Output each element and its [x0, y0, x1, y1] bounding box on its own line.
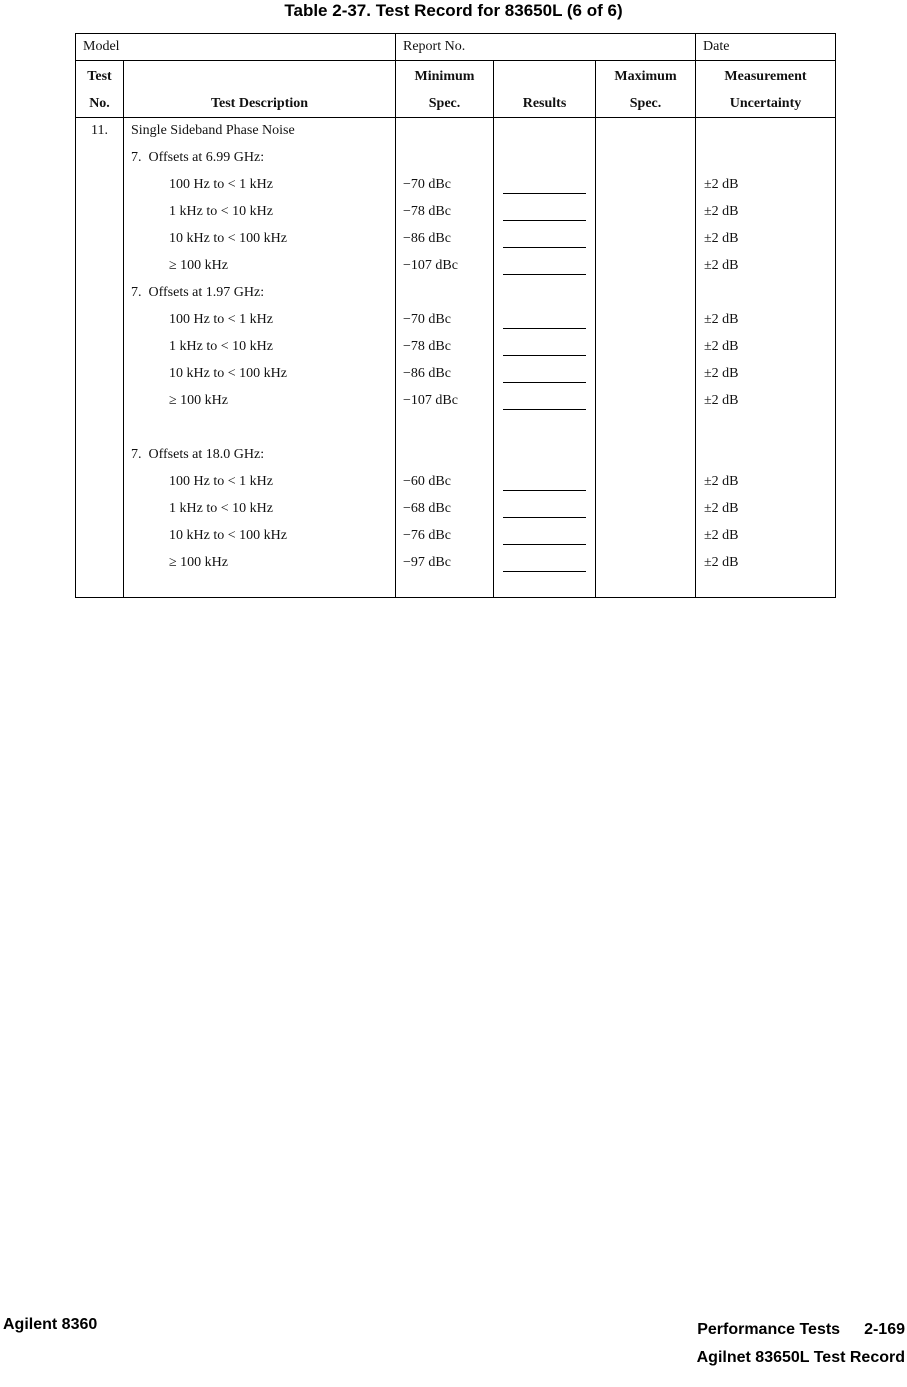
section-heading: 7. Offsets at 1.97 GHz: [124, 280, 396, 307]
section-heading-row [76, 442, 836, 469]
minimum-spec-value: −68 dBc [396, 496, 494, 523]
table-row [76, 226, 836, 253]
result-blank-line [503, 312, 586, 329]
minimum-spec-value: −60 dBc [396, 469, 494, 496]
minimum-spec-value: −78 dBc [396, 199, 494, 226]
table-row [76, 307, 836, 334]
offset-range: ≥ 100 kHz [124, 550, 396, 577]
uncertainty-value: ±2 dB [704, 204, 739, 219]
report-no-label: Report No. [396, 34, 696, 61]
offset-range: ≥ 100 kHz [124, 388, 396, 415]
model-label: Model [76, 34, 396, 61]
table-row [76, 469, 836, 496]
offset-range: 1 kHz to < 10 kHz [124, 334, 396, 361]
minimum-spec-value: −86 dBc [396, 361, 494, 388]
offset-range: 10 kHz to < 100 kHz [124, 523, 396, 550]
table-row [76, 550, 836, 577]
uncertainty-value: ±2 dB [704, 258, 739, 273]
test-title-row [76, 118, 836, 145]
result-blank-line [503, 366, 586, 383]
table-row [76, 523, 836, 550]
result-blank-line [503, 231, 586, 248]
offset-range: 100 Hz to < 1 kHz [124, 172, 396, 199]
minimum-spec-value: −70 dBc [396, 307, 494, 334]
minimum-spec-value: −107 dBc [396, 388, 494, 415]
column-header-row [76, 61, 836, 118]
footer-right-block [697, 1316, 905, 1372]
uncertainty-value: ±2 dB [704, 231, 739, 246]
minimum-spec-value: −70 dBc [396, 172, 494, 199]
col-header-minimum-spec: Minimum Spec. [396, 61, 494, 118]
test-number: 11. [76, 118, 124, 145]
spacer-row [76, 415, 836, 442]
spacer-row [76, 577, 836, 598]
result-blank-line [503, 393, 586, 410]
table-row [76, 172, 836, 199]
table-row [76, 253, 836, 280]
offset-range: 100 Hz to < 1 kHz [124, 307, 396, 334]
offset-range: 10 kHz to < 100 kHz [124, 226, 396, 253]
table-row [76, 361, 836, 388]
table-row [76, 199, 836, 226]
offset-range: 1 kHz to < 10 kHz [124, 496, 396, 523]
table-row [76, 388, 836, 415]
uncertainty-value: ±2 dB [704, 555, 739, 570]
test-record-table [75, 33, 836, 598]
result-blank-line [503, 177, 586, 194]
footer-chapter-line [697, 1316, 905, 1344]
footer-page-number: 2-169 [864, 1321, 905, 1338]
col-header-maximum-spec: Maximum Spec. [596, 61, 696, 118]
col-header-test-no: Test No. [76, 61, 124, 118]
footer-chapter-title: Performance Tests [697, 1321, 841, 1338]
footer-record-title: Agilnet 83650L Test Record [696, 1349, 905, 1366]
col-header-description: Test Description [124, 61, 396, 118]
result-blank-line [503, 501, 586, 518]
offset-range: 10 kHz to < 100 kHz [124, 361, 396, 388]
info-row [76, 34, 836, 61]
col-header-results: Results [494, 61, 596, 118]
minimum-spec-value: −86 dBc [396, 226, 494, 253]
uncertainty-value: ±2 dB [704, 177, 739, 192]
col-header-uncertainty: Measurement Uncertainty [696, 61, 836, 118]
result-blank-line [503, 258, 586, 275]
test-description-title: Single Sideband Phase Noise [124, 118, 396, 145]
section-heading: 7. Offsets at 6.99 GHz: [124, 145, 396, 172]
footer-model-label: Agilent 8360 [3, 1316, 98, 1333]
uncertainty-value: ±2 dB [704, 501, 739, 516]
uncertainty-value: ±2 dB [704, 393, 739, 408]
table-row [76, 496, 836, 523]
minimum-spec-value: −78 dBc [396, 334, 494, 361]
date-label: Date [696, 34, 836, 61]
uncertainty-value: ±2 dB [704, 312, 739, 327]
uncertainty-value: ±2 dB [704, 366, 739, 381]
minimum-spec-value: −76 dBc [396, 523, 494, 550]
minimum-spec-value: −107 dBc [396, 253, 494, 280]
uncertainty-value: ±2 dB [704, 528, 739, 543]
result-blank-line [503, 204, 586, 221]
section-heading-row [76, 280, 836, 307]
result-blank-line [503, 474, 586, 491]
table-row [76, 334, 836, 361]
offset-range: 1 kHz to < 10 kHz [124, 199, 396, 226]
page-title: Table 2-37. Test Record for 83650L (6 of 6) [284, 1, 623, 20]
result-blank-line [503, 528, 586, 545]
result-blank-line [503, 339, 586, 356]
result-blank-line [503, 555, 586, 572]
uncertainty-value: ±2 dB [704, 339, 739, 354]
uncertainty-value: ±2 dB [704, 474, 739, 489]
section-heading: 7. Offsets at 18.0 GHz: [124, 442, 396, 469]
offset-range: 100 Hz to < 1 kHz [124, 469, 396, 496]
section-heading-row [76, 145, 836, 172]
minimum-spec-value: −97 dBc [396, 550, 494, 577]
offset-range: ≥ 100 kHz [124, 253, 396, 280]
